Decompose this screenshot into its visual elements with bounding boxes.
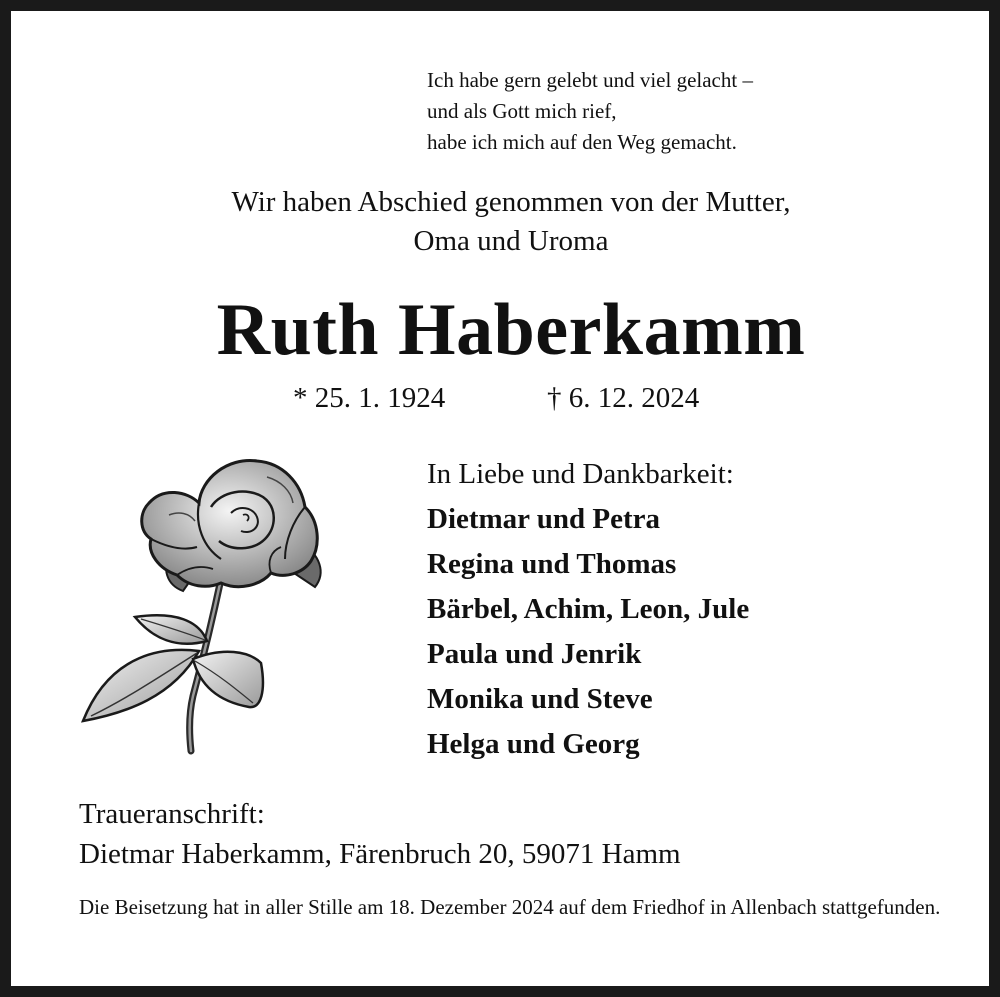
deceased-name: Ruth Haberkamm — [216, 289, 806, 371]
mourning-address — [79, 794, 681, 874]
death-date: † 6. 12. 2024 — [547, 382, 700, 414]
poem-line: Ich habe gern gelebt und viel gelacht – — [427, 68, 753, 92]
poem — [427, 65, 753, 158]
mourners-heading: In Liebe und Dankbarkeit: — [427, 458, 734, 490]
birth-date: * 25. 1. 1924 — [293, 382, 446, 414]
list-item: Monika und Steve — [427, 683, 653, 715]
intro-line: Oma und Uroma — [413, 225, 609, 257]
burial-note: Die Beisetzung hat in aller Stille am 18. Dezember 2024 auf dem Friedhof in Allenbach stattgefunden. — [79, 895, 941, 919]
intro-line: Wir haben Abschied genommen von der Mutter, — [231, 186, 791, 218]
poem-line: und als Gott mich rief, — [427, 99, 617, 123]
list-item: Paula und Jenrik — [427, 638, 642, 670]
farewell-intro — [11, 183, 1000, 261]
address-label: Traueranschrift: — [79, 798, 265, 830]
address-value: Dietmar Haberkamm, Färenbruch 20, 59071 Hamm — [79, 838, 681, 870]
mourners-list — [427, 497, 749, 767]
list-item: Regina und Thomas — [427, 548, 677, 580]
list-item: Helga und Georg — [427, 728, 640, 760]
list-item: Bärbel, Achim, Leon, Jule — [427, 593, 750, 625]
rose-icon — [71, 451, 341, 756]
list-item: Dietmar und Petra — [427, 503, 661, 535]
poem-line: habe ich mich auf den Weg gemacht. — [427, 130, 737, 154]
mourners — [427, 452, 749, 767]
